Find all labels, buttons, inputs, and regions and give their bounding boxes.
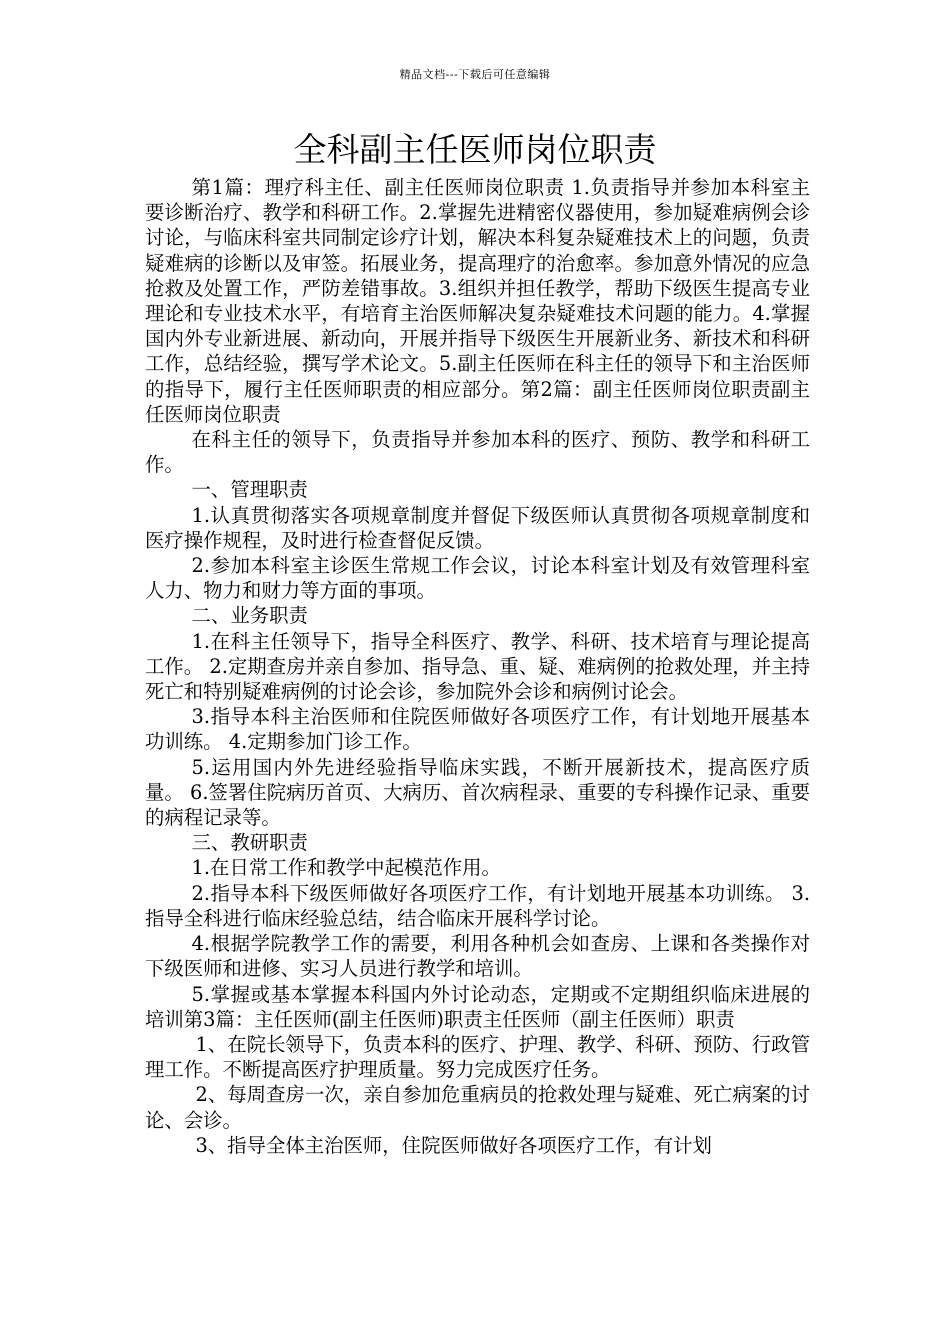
paragraph: 2.指导本科下级医师做好各项医疗工作，有计划地开展基本功训练。 3.指导全科进行临床经验总结，结合临床开展科学讨论。 <box>145 881 810 930</box>
paragraph: 5.掌握或基本掌握本科国内外讨论动态，定期或不定期组织临床进展的培训第3篇：主任医师(副主任医师)职责主任医师（副主任医师）职责 <box>145 982 810 1031</box>
paragraph: 2.参加本科室主诊医生常规工作会议，讨论本科室计划及有效管理科室人力、物力和财力等方面的事项。 <box>145 554 810 603</box>
header-note: 精品文档---下载后可任意编辑 <box>399 68 551 81</box>
paragraph: 在科主任的领导下，负责指导并参加本科的医疗、预防、教学和科研工作。 <box>145 428 810 477</box>
page-title: 全科副主任医师岗位职责 <box>293 130 657 169</box>
paragraph: 1.在日常工作和教学中起模范作用。 <box>191 856 501 880</box>
paragraph: 1.在科主任领导下，指导全科医疗、教学、科研、技术培育与理论提高工作。 2.定期查房并亲自参加、指导急、重、疑、难病例的抢救处理，并主持死亡和特别疑难病例的讨论会诊，参加院外会诊和病例讨论会。 <box>145 629 810 704</box>
paragraph: 1、在院长领导下，负责本科的医疗、护理、教学、科研、预防、行政管理工作。不断提高医疗护理质量。努力完成医疗任务。 <box>145 1032 810 1082</box>
paragraph: 3、指导全体主治医师，住院医师做好各项医疗工作，有计划 <box>195 1133 712 1157</box>
document-body <box>145 175 810 1158</box>
paragraph: 2、每周查房一次，亲自参加危重病员的抢救处理与疑难、死亡病案的讨论、会诊。 <box>145 1083 810 1132</box>
paragraph: 5.运用国内外先进经验指导临床实践，不断开展新技术，提高医疗质量。 6.签署住院病历首页、大病历、首次病程录、重要的专科操作记录、重要的病程记录等。 <box>145 755 810 830</box>
section-heading: 二、业务职责 <box>191 604 308 628</box>
paragraph: 4.根据学院教学工作的需要，利用各种机会如查房、上课和各类操作对下级医师和进修、实习人员进行教学和培训。 <box>145 932 810 981</box>
paragraph: 3.指导本科主治医师和住院医师做好各项医疗工作，有计划地开展基本功训练。 4.定期参加门诊工作。 <box>145 705 810 754</box>
section-heading: 三、教研职责 <box>191 831 308 855</box>
section-heading: 一、管理职责 <box>191 478 308 502</box>
paragraph: 第1篇：理疗科主任、副主任医师岗位职责 1.负责指导并参加本科室主要诊断治疗、教学和科研工作。2.掌握先进精密仪器使用，参加疑难病例会诊讨论，与临床科室共同制定诊疗计划，解决本科复杂疑难技术上的问题，负责疑难病的诊断以及审签。拓展业务，提高理疗的治愈率。参加意外情况的应急抢救及处置工作，严防差错事故。3.组织并担任教学，帮助下级医生提高专业理论和专业技术水平，有培育主治医师解决复杂疑难技术问题的能力。4.掌握国内外专业新进展、新动向，开展并指导下级医生开展新业务、新技术和科研工作，总结经验，撰写学术论文。5.副主任医师在科主任的领导下和主治医师的指导下，履行主任医师职责的相应部分。第2篇：副主任医师岗位职责副主任医师岗位职责 <box>145 176 810 426</box>
paragraph: 1.认真贯彻落实各项规章制度并督促下级医师认真贯彻各项规章制度和医疗操作规程，及时进行检查督促反馈。 <box>145 503 810 552</box>
